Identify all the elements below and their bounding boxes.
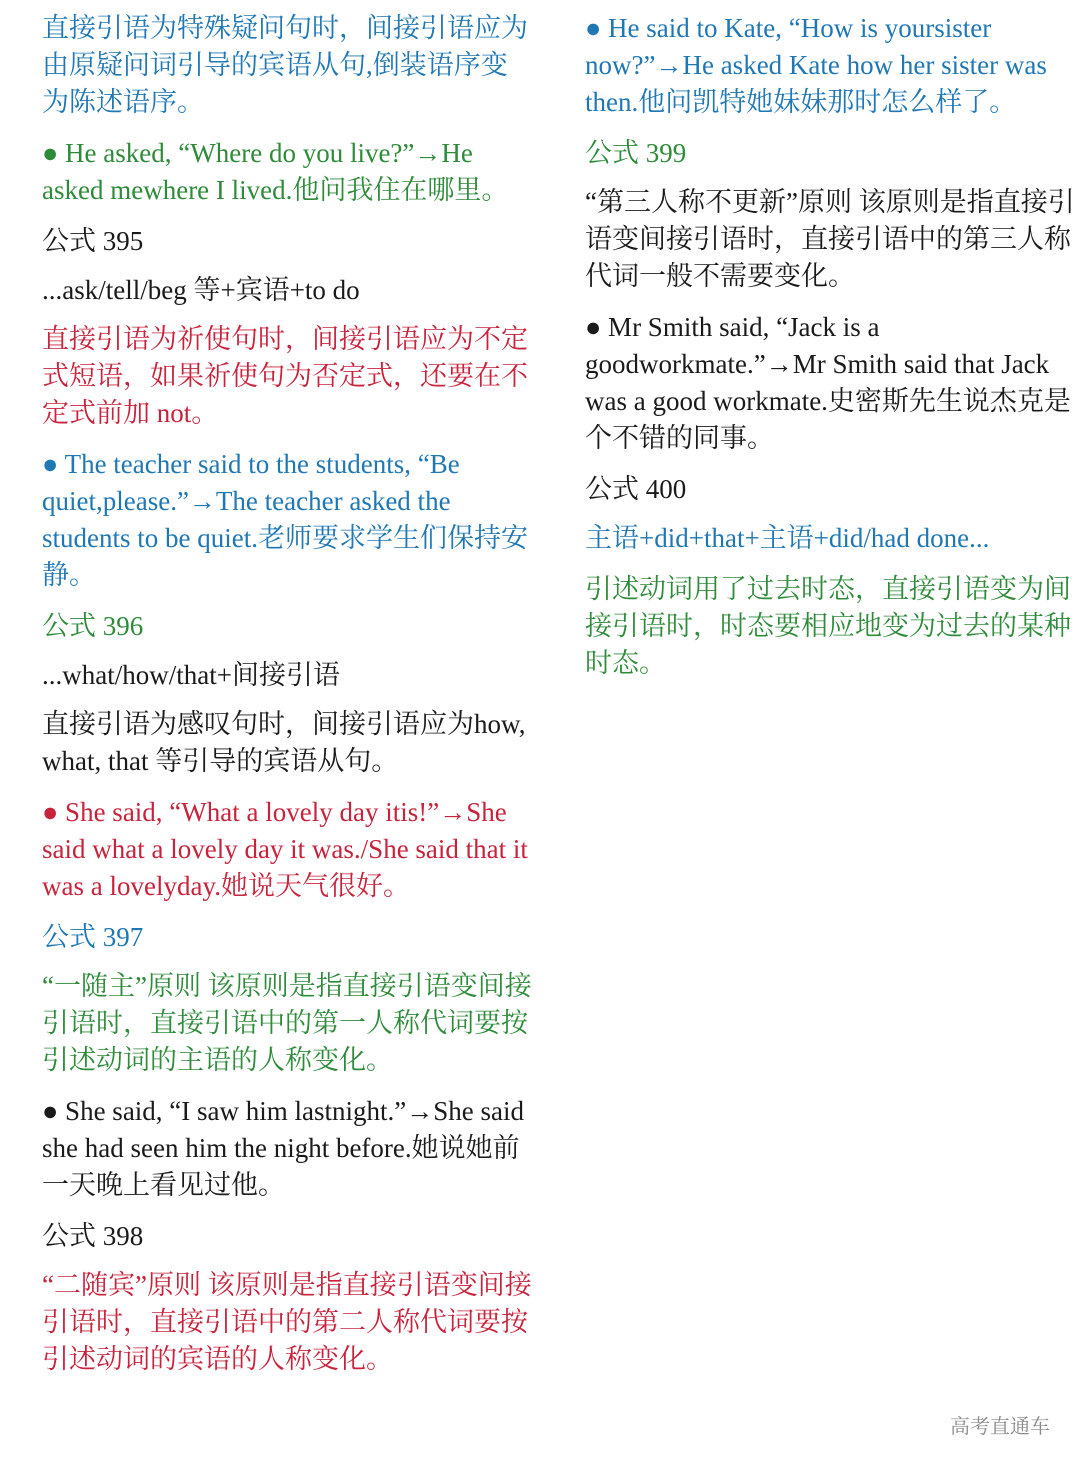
example-be-quiet: ● The teacher said to the students, “Be quiet,please.”→The teacher asked the students to be quiet.老师要求学生们保持安静。 [42,449,528,590]
formula-heading-398: 公式 398 [42,1221,144,1251]
example-good-workmate: ● Mr Smith said, “Jack is a goodworkmate.”→Mr Smith said that Jack was a good workmate.史密斯先生说杰克是个不错的同事。 [585,312,1071,453]
example-where-do-you-live: ● He asked, “Where do you live?”→He asked mewhere I lived.他问我住在哪里。 [42,138,509,205]
rule-text-first-person: “一随主”原则 该原则是指直接引语变间接引语时，直接引语中的第一人称代词要按引述动词的主语的人称变化。 [42,971,532,1075]
example-sister-now: ● He said to Kate, “How is yoursister now?”→He asked Kate how her sister was then.他问凯特她妹妹那时怎么样了。 [585,13,1047,117]
formula-heading-400: 公式 400 [585,474,687,504]
formula-heading-396: 公式 396 [42,611,144,641]
rule-text-second-person: “二随宾”原则 该原则是指直接引语变间接引语时，直接引语中的第二人称代词要按引述动词的宾语的人称变化。 [42,1270,532,1374]
rule-text-exclamation: 直接引语为感叹句时，间接引语应为how, what, that 等引导的宾语从句。 [42,709,526,776]
left-column [42,10,534,1392]
formula-pattern-396: ...what/how/that+间接引语 [42,660,340,690]
formula-pattern-395: ...ask/tell/beg 等+宾语+to do [42,275,360,305]
formula-heading-397: 公式 397 [42,922,144,952]
watermark-text: 高考直通车 [950,1414,1050,1438]
example-lovely-day: ● She said, “What a lovely day itis!”→She said what a lovely day it was./She said that it was a lovelyday.她说天气很好。 [42,797,528,901]
formula-pattern-400: 主语+did+that+主语+did/had done... [585,523,990,553]
rule-text-special-question: 直接引语为特殊疑问句时，间接引语应为由原疑问词引导的宾语从句,倒装语序变为陈述语序。 [42,13,528,117]
example-saw-him: ● She said, “I saw him lastnight.”→She said she had seen him the night before.她说她前一天晚上看见过他。 [42,1096,524,1200]
right-column [585,10,1075,696]
rule-text-imperative: 直接引语为祈使句时，间接引语应为不定式短语，如果祈使句为否定式，还要在不定式前加 not。 [42,324,528,428]
formula-heading-399: 公式 399 [585,138,687,168]
formula-heading-395: 公式 395 [42,226,144,256]
rule-text-third-person: “第三人称不更新”原则 该原则是指直接引语变间接引语时，直接引语中的第三人称代词一般不需要变化。 [585,187,1075,291]
rule-text-past-tense: 引述动词用了过去时态，直接引语变为间接引语时，时态要相应地变为过去的某种时态。 [585,574,1071,678]
